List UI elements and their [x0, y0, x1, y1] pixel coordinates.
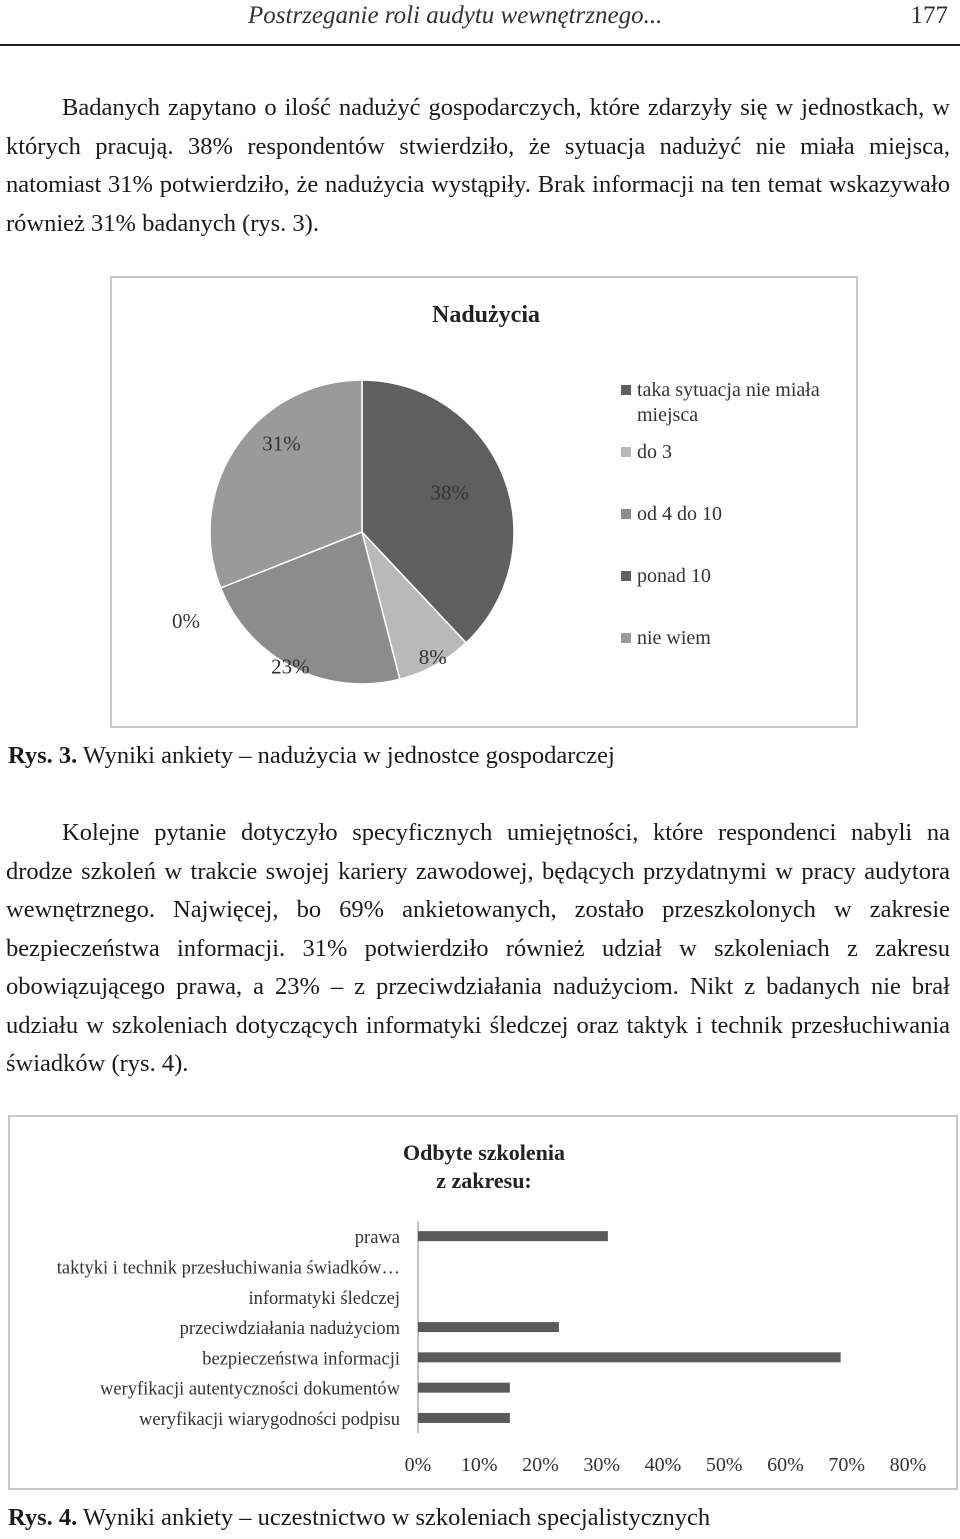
legend-label: do 3 — [637, 441, 672, 463]
bar-x-tick-label: 10% — [460, 1454, 498, 1476]
bar-chart-title: z zakresu: — [436, 1168, 532, 1193]
legend-label: ponad 10 — [637, 565, 711, 587]
legend-swatch — [621, 571, 631, 581]
legend-label: nie wiem — [637, 627, 711, 649]
bar-chart-title: Odbyte szkolenia — [403, 1140, 565, 1165]
legend-swatch — [621, 447, 631, 457]
bar-category-label: informatyki śledczej — [248, 1288, 400, 1309]
pie-chart-canvas — [112, 278, 856, 726]
pie-data-label: 31% — [262, 431, 301, 456]
paragraph-2 — [6, 814, 950, 1084]
figure-3-caption — [8, 742, 615, 770]
page-number: 177 — [910, 2, 948, 29]
bar-x-tick-label: 60% — [767, 1454, 804, 1476]
pie-data-label: 0% — [172, 609, 200, 634]
figure-3-caption-label: Rys. 3. — [8, 742, 78, 769]
bar-x-tick-label: 50% — [705, 1454, 743, 1476]
running-title: Postrzeganie roli audytu wewnętrznego... — [248, 2, 663, 29]
figure-4-caption-text: Wyniki ankiety – uczestnictwo w szkoleniach specjalistycznych — [77, 1504, 711, 1531]
bar-x-tick-label: 40% — [644, 1454, 682, 1476]
figure-3-pie-chart — [110, 276, 858, 728]
bar-category-label: weryfikacji wiarygodności podpisu — [139, 1409, 400, 1430]
legend-label: od 4 do 10 — [637, 503, 722, 525]
figure-4-caption-label: Rys. 4. — [8, 1504, 78, 1531]
bar — [418, 1352, 841, 1362]
paragraph-2-text: Kolejne pytanie dotyczyło specyficznych umiejętności, które respondenci nabyli na drodze szkoleń w trakcie swojej kariery zawodowej, będących przydatnymi w pracy audytora wewnętrznego. Najwięcej, bo 69% ankietowanych, zostało przeszkolonych w zakresie bezpieczeństwa informacji. 31% potwierdziło również udział w szkoleniach z zakresu obowiązującego prawa, a 23% – z przeciwdziałania nadużyciom. Nikt z badanych nie brał udziału w szkoleniach dotyczących informatyki śledczej oraz taktyk i technik przesłuchiwania świadków (rys. 4). — [6, 819, 950, 1077]
pie-data-label: 8% — [418, 644, 447, 669]
bar-x-tick-label: 0% — [404, 1454, 432, 1476]
bar-x-tick-label: 20% — [522, 1454, 559, 1476]
bar-x-tick-label: 70% — [828, 1454, 866, 1476]
pie-data-label: 23% — [271, 654, 310, 679]
bar — [418, 1322, 559, 1332]
bar-category-label: bezpieczeństwa informacji — [202, 1349, 400, 1370]
pie-title: Nadużycia — [432, 302, 540, 328]
bar-chart-canvas — [10, 1117, 956, 1488]
figure-3-caption-text: Wyniki ankiety – nadużycia w jednostce gospodarczej — [77, 742, 615, 769]
bar-category-label: prawa — [354, 1228, 400, 1249]
bar — [418, 1413, 510, 1423]
page-header — [0, 0, 960, 46]
bar-category-label: weryfikacji autentyczności dokumentów — [99, 1379, 400, 1400]
bar-category-label: przeciwdziałania nadużyciom — [179, 1319, 400, 1340]
legend-label: miejsca — [637, 404, 699, 426]
bar-x-tick-label: 80% — [889, 1454, 927, 1476]
figure-4-bar-chart — [8, 1115, 958, 1490]
figure-4-caption — [8, 1504, 710, 1532]
legend-swatch — [621, 509, 631, 519]
pie-data-label: 38% — [430, 480, 470, 505]
bar-x-tick-label: 30% — [583, 1454, 621, 1476]
paragraph-1 — [6, 89, 950, 243]
legend-swatch — [621, 633, 631, 643]
legend-swatch — [621, 385, 631, 395]
bar-category-label: taktyki i technik przesłuchiwania świadków… — [56, 1258, 400, 1279]
paragraph-1-text: Badanych zapytano o ilość nadużyć gospodarczych, które zdarzyły się w jednostkach, w których pracują. 38% respondentów stwierdziło, że sytuacja nadużyć nie miała miejsca, natomiast 31% potwierdziło, że nadużycia wystąpiły. Brak informacji na ten temat wskazywało również 31% badanych (rys. 3). — [6, 94, 950, 237]
legend-label: taka sytuacja nie miała — [637, 379, 820, 401]
bar — [418, 1383, 510, 1393]
bar — [418, 1231, 608, 1241]
